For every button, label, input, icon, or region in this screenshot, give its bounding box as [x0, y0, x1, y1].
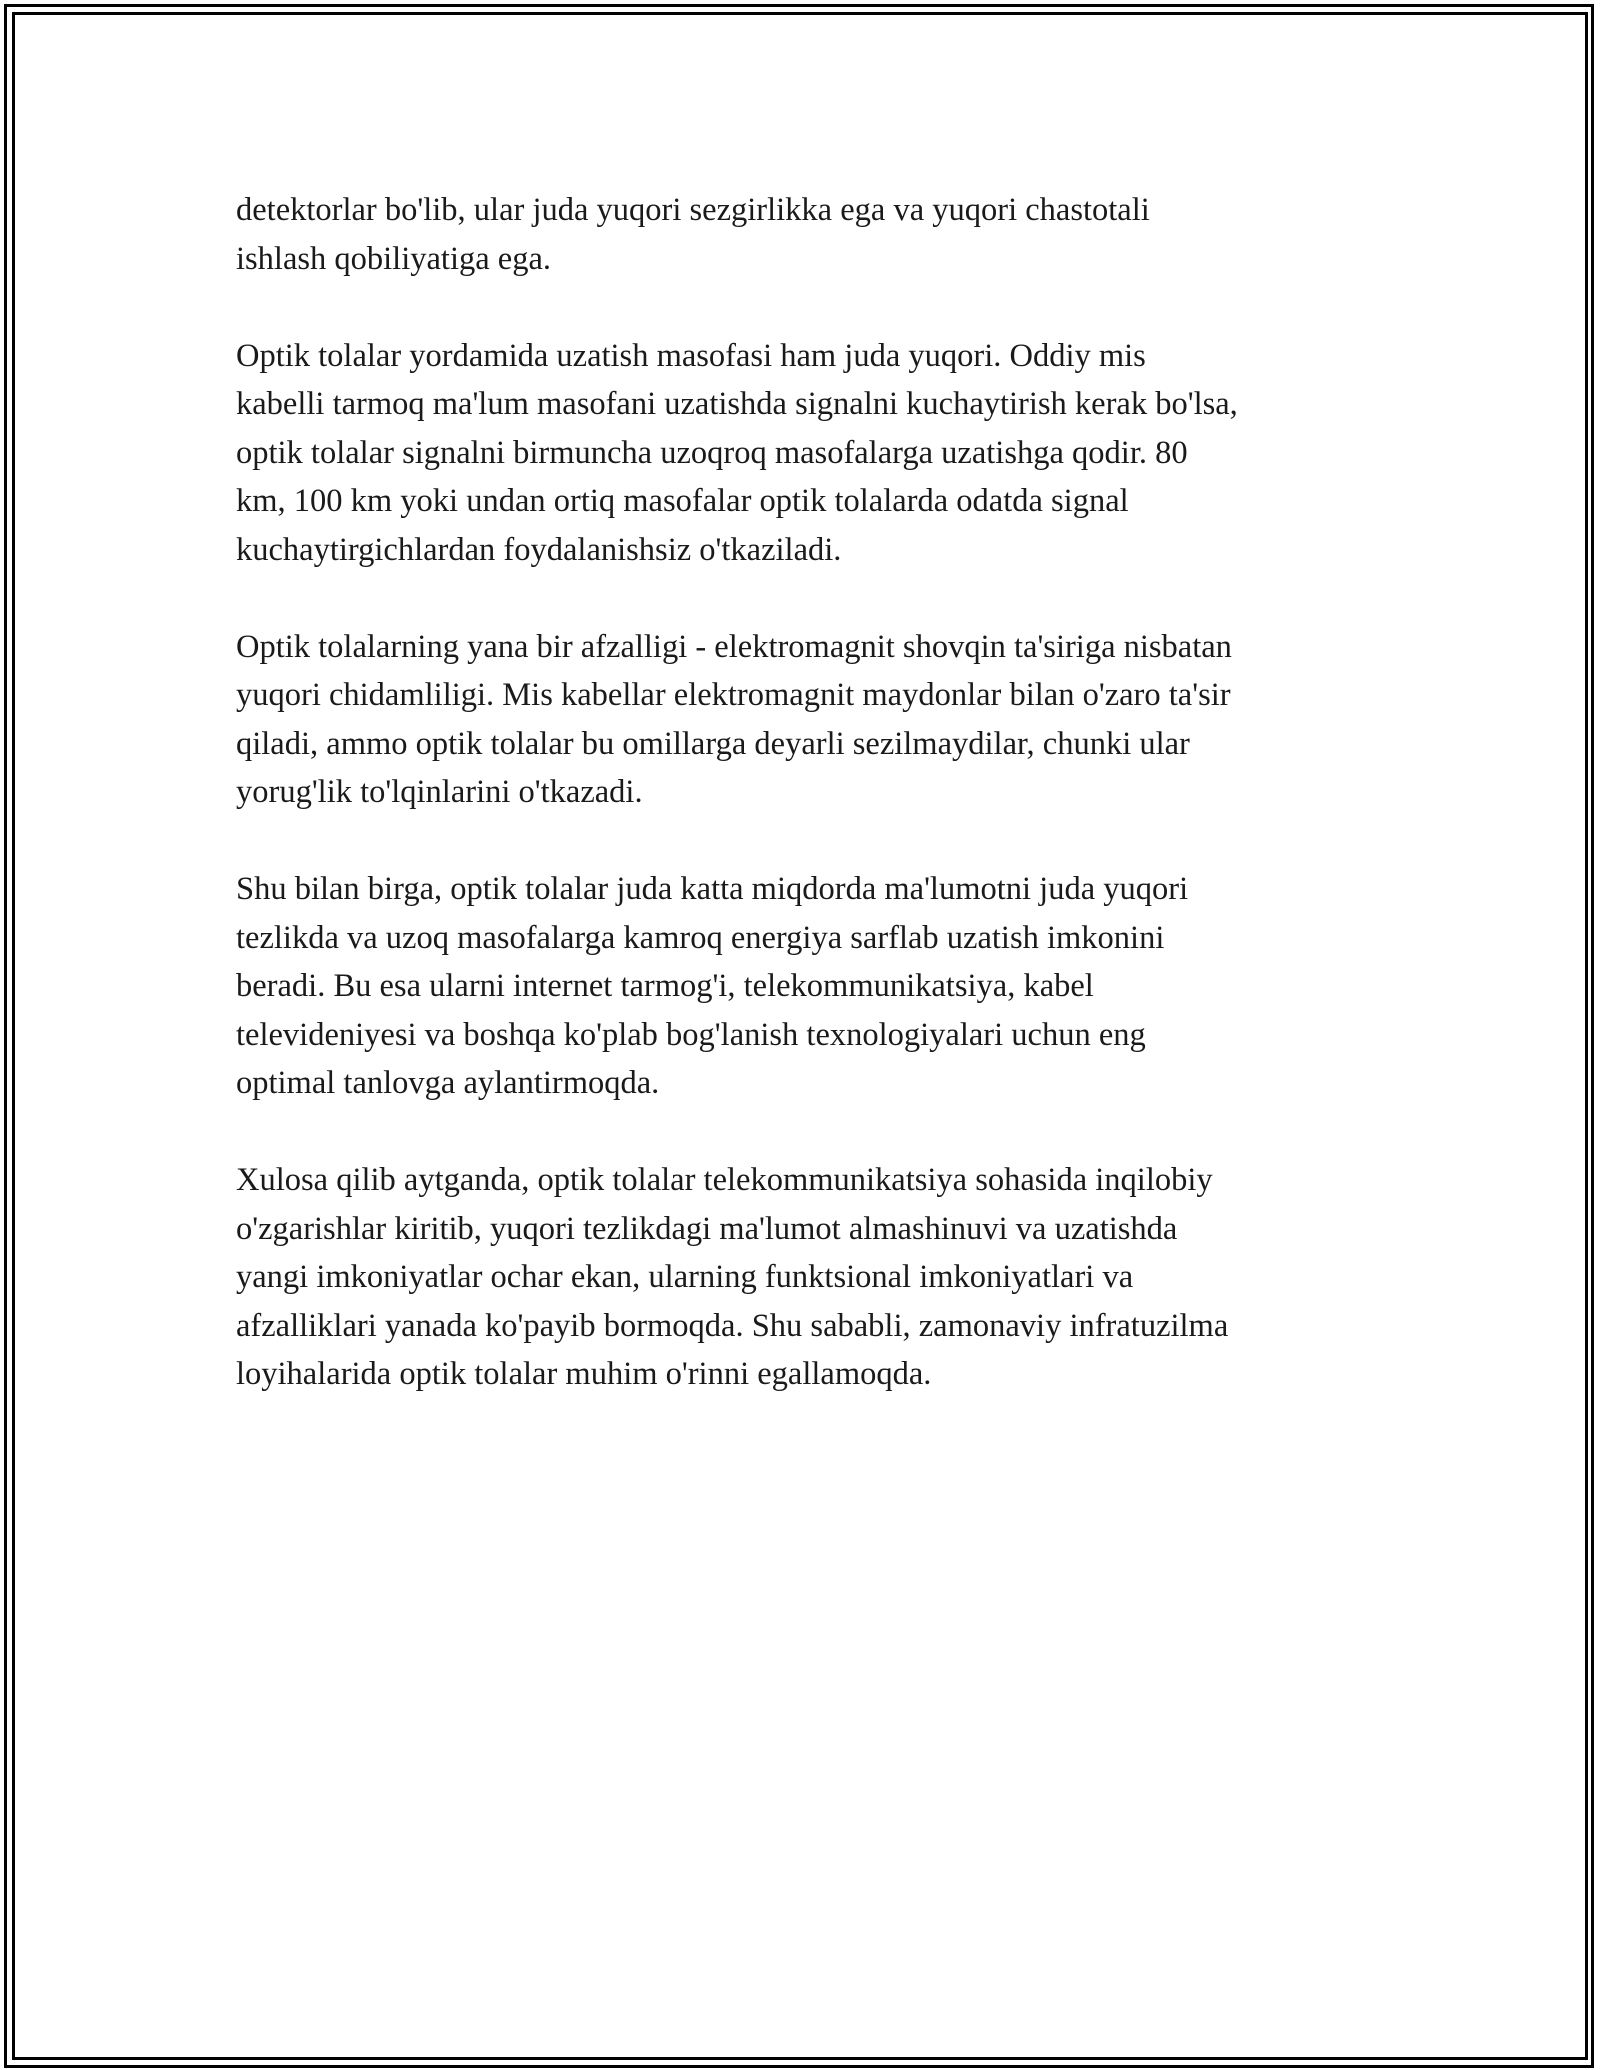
paragraph-detectors	[236, 186, 1376, 283]
text-line: yangi imkoniyatlar ochar ekan, ularning funktsional imkoniyatlari va	[236, 1259, 1134, 1295]
text-line: km, 100 km yoki undan ortiq masofalar optik tolalarda odatda signal	[236, 483, 1129, 519]
text-line: Shu bilan birga, optik tolalar juda katta miqdorda ma'lumotni juda yuqori	[236, 871, 1189, 907]
paragraph-conclusion	[236, 1156, 1376, 1399]
text-line: detektorlar bo'lib, ular juda yuqori sezgirlikka ega va yuqori chastotali	[236, 192, 1150, 228]
text-line: qiladi, ammo optik tolalar bu omillarga deyarli sezilmaydilar, chunki ular	[236, 725, 1190, 762]
text-line: kabelli tarmoq ma'lum masofani uzatishda signalni kuchaytirish kerak bo'lsa,	[236, 386, 1238, 422]
text-line: yuqori chidamliligi. Mis kabellar elektromagnit maydonlar bilan o'zaro ta'sir	[236, 677, 1231, 713]
text-line: optimal tanlovga aylantirmoqda.	[236, 1065, 660, 1101]
text-line: televideniyesi va boshqa ko'plab bog'lanish texnologiyalari uchun eng	[236, 1016, 1146, 1053]
paragraph-capacity	[236, 865, 1376, 1108]
text-line: optik tolalar signalni birmuncha uzoqroq masofalarga uzatishga qodir. 80	[236, 434, 1188, 471]
text-line: yorug'lik to'lqinlarini o'tkazadi.	[236, 774, 643, 810]
text-line: ishlash qobiliyatiga ega.	[236, 240, 552, 277]
text-line: kuchaytirgichlardan foydalanishsiz o'tkaziladi.	[236, 531, 842, 568]
paragraph-transmission-distance	[236, 332, 1376, 575]
text-line: Xulosa qilib aytganda, optik tolalar telekommunikatsiya sohasida inqilobiy	[236, 1162, 1213, 1198]
text-line: Optik tolalarning yana bir afzalligi - elektromagnit shovqin ta'siriga nisbatan	[236, 628, 1232, 665]
text-line: beradi. Bu esa ularni internet tarmog'i, telekommunikatsiya, kabel	[236, 968, 1094, 1004]
text-line: afzalliklari yanada ko'payib bormoqda. Shu sababli, zamonaviy infratuzilma	[236, 1307, 1229, 1344]
text-line: o'zgarishlar kiritib, yuqori tezlikdagi ma'lumot almashinuvi va uzatishda	[236, 1210, 1178, 1247]
text-line: tezlikda va uzoq masofalarga kamroq energiya sarflab uzatish imkonini	[236, 919, 1165, 956]
paragraph-em-immunity	[236, 623, 1376, 817]
text-line: Optik tolalar yordamida uzatish masofasi ham juda yuqori. Oddiy mis	[236, 337, 1146, 374]
document-body	[236, 186, 1376, 1447]
text-line: loyihalarida optik tolalar muhim o'rinni egallamoqda.	[236, 1356, 932, 1392]
